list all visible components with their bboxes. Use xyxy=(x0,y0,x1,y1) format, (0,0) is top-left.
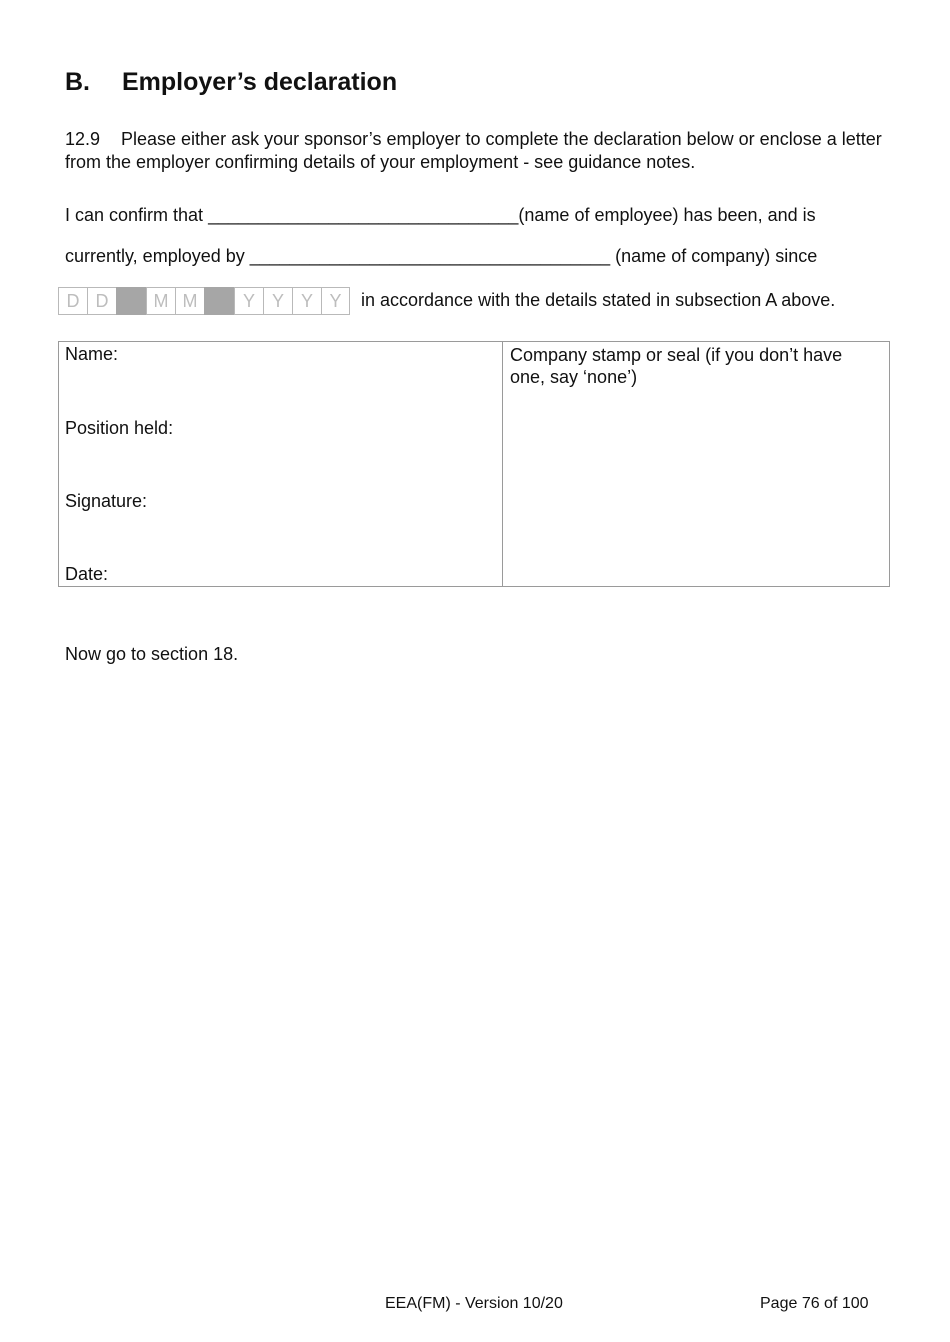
signature-label: Signature: xyxy=(65,491,148,511)
since-date-field xyxy=(58,287,350,315)
company-name-blank[interactable]: ____________________________________ xyxy=(249,246,611,266)
instruction-text: Please either ask your sponsor’s employer to complete the declaration below or enclose a letter from the employer confirming details of your employment - see guidance notes. xyxy=(65,129,882,172)
date-label: Date: xyxy=(65,564,109,584)
day-digit-2[interactable]: D xyxy=(87,287,116,315)
footer-version: EEA(FM) - Version 10/20 xyxy=(385,1295,563,1312)
company-stamp-cell[interactable] xyxy=(503,342,890,587)
day-digit-1[interactable]: D xyxy=(58,287,87,315)
year-digit-4[interactable]: Y xyxy=(321,287,350,315)
month-digit-1[interactable]: M xyxy=(146,287,175,315)
employed-line xyxy=(65,246,817,267)
employed-suffix: (name of company) since xyxy=(615,246,818,266)
section-number: B. xyxy=(65,68,90,96)
section-title: Employer’s declaration xyxy=(122,68,398,96)
month-digit-2[interactable]: M xyxy=(175,287,204,315)
employee-name-blank[interactable]: _______________________________ xyxy=(208,205,519,225)
year-digit-2[interactable]: Y xyxy=(263,287,292,315)
next-step-text: Now go to section 18. xyxy=(65,644,239,664)
date-trailing-text: in accordance with the details stated in subsection A above. xyxy=(361,290,836,310)
confirm-suffix: (name of employee) has been, and is xyxy=(518,205,816,225)
confirm-line xyxy=(65,205,816,226)
employer-details-cell xyxy=(59,342,503,587)
year-digit-3[interactable]: Y xyxy=(292,287,321,315)
date-separator xyxy=(204,287,234,315)
confirm-prefix: I can confirm that xyxy=(65,205,204,225)
position-label: Position held: xyxy=(65,418,174,438)
declaration-table xyxy=(58,341,890,587)
name-label: Name: xyxy=(65,344,119,364)
instruction-paragraph xyxy=(65,128,895,174)
question-number: 12.9 xyxy=(65,129,101,149)
date-separator xyxy=(116,287,146,315)
stamp-label: Company stamp or seal (if you don’t have one, say ‘none’) xyxy=(510,345,843,387)
employed-prefix: currently, employed by xyxy=(65,246,245,266)
section-heading xyxy=(65,68,397,97)
year-digit-1[interactable]: Y xyxy=(234,287,263,315)
footer-page-number: Page 76 of 100 xyxy=(760,1295,869,1312)
